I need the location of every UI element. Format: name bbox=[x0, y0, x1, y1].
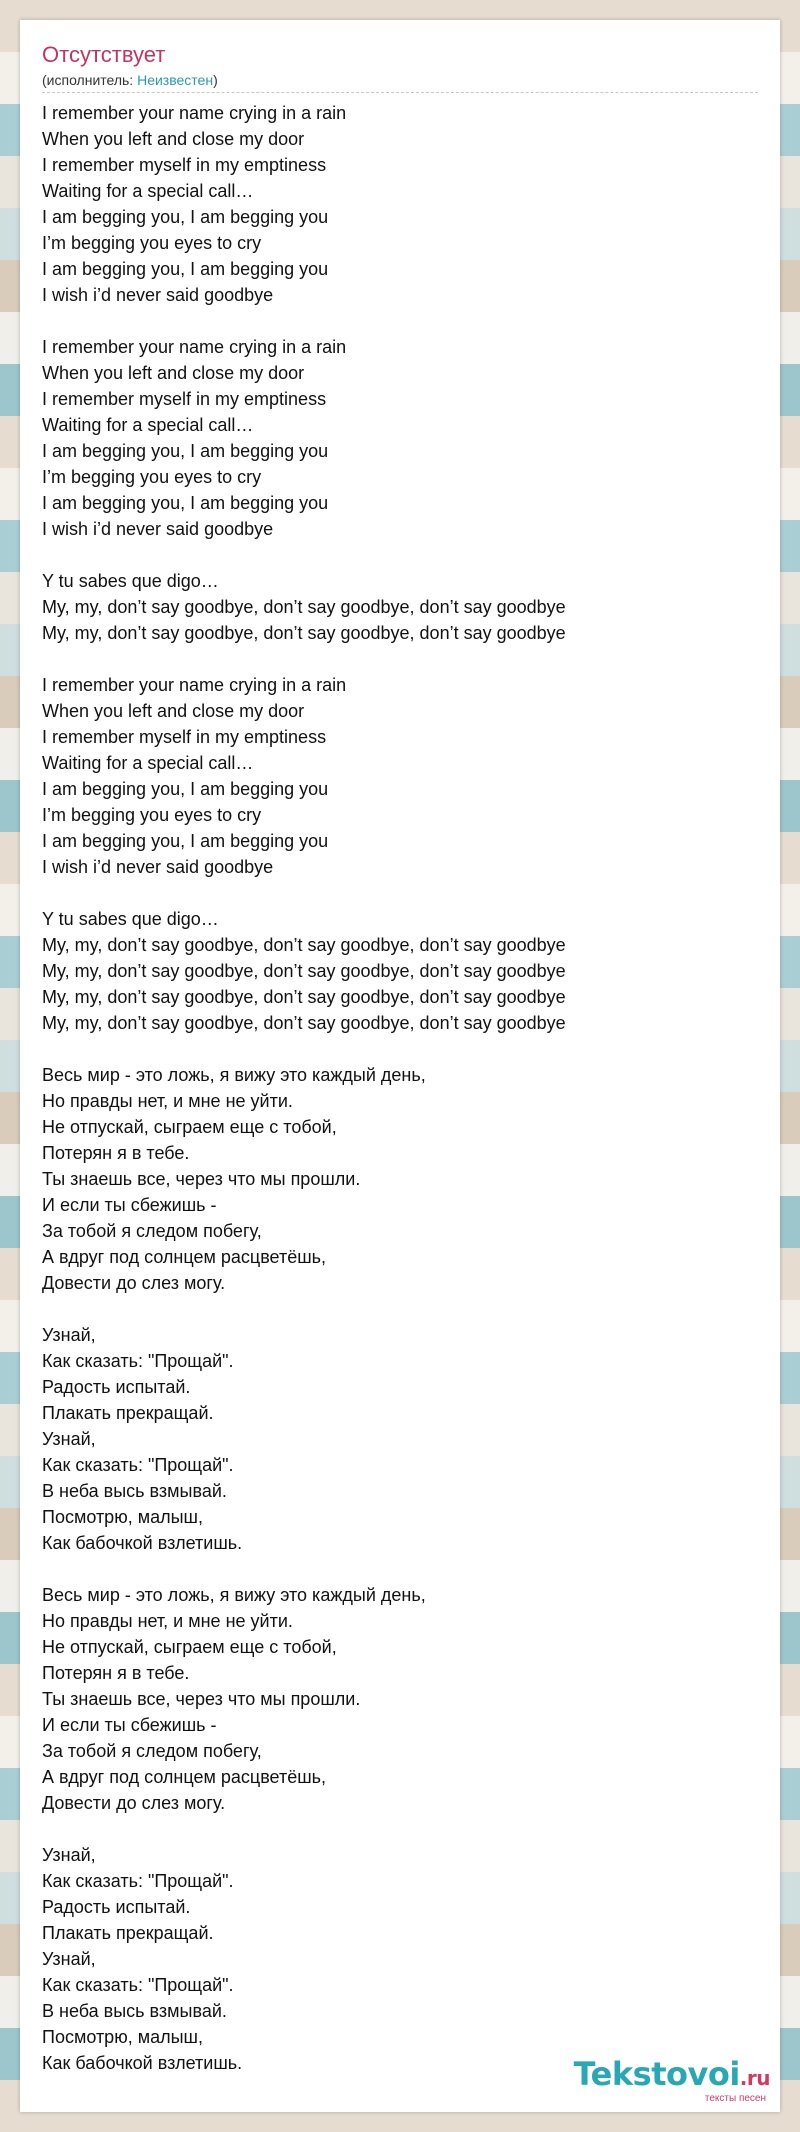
lyric-line: My, my, don’t say goodbye, don’t say goodbye, don’t say goodbye bbox=[42, 935, 566, 955]
lyric-line: I remember myself in my emptiness bbox=[42, 155, 327, 175]
lyric-line: I am begging you, I am begging you bbox=[42, 207, 329, 227]
lyric-line: My, my, don’t say goodbye, don’t say goodbye, don’t say goodbye bbox=[42, 961, 566, 981]
lyric-line: Посмотрю, малыш, bbox=[42, 1507, 203, 1527]
lyric-line: Посмотрю, малыш, bbox=[42, 2027, 203, 2047]
lyrics-card bbox=[20, 20, 780, 2112]
stanza-break bbox=[42, 542, 758, 568]
lyric-line: Ты знаешь все, через что мы прошли. bbox=[42, 1689, 361, 1709]
lyric-line: Радость испытай. bbox=[42, 1377, 191, 1397]
lyric-line: И если ты сбежишь - bbox=[42, 1195, 217, 1215]
stanza-break bbox=[42, 646, 758, 672]
lyric-line: Узнай, bbox=[42, 1325, 96, 1345]
song-title: Отсутствует bbox=[42, 42, 166, 67]
lyric-line: I remember your name crying in a rain bbox=[42, 675, 347, 695]
lyric-line: Узнай, bbox=[42, 1845, 96, 1865]
lyric-line: My, my, don’t say goodbye, don’t say goodbye, don’t say goodbye bbox=[42, 597, 566, 617]
lyric-line: When you left and close my door bbox=[42, 129, 305, 149]
lyric-line: И если ты сбежишь - bbox=[42, 1715, 217, 1735]
lyric-line: Waiting for a special call… bbox=[42, 753, 254, 773]
lyric-line: А вдруг под солнцем расцветёшь, bbox=[42, 1247, 327, 1267]
lyric-line: Y tu sabes que digo… bbox=[42, 571, 219, 591]
lyrics-text bbox=[42, 100, 758, 2076]
stanza-break bbox=[42, 1816, 758, 1842]
lyric-line: Плакать прекращай. bbox=[42, 1923, 214, 1943]
lyric-line: Весь мир - это ложь, я вижу это каждый день, bbox=[42, 1585, 426, 1605]
lyric-line: Как сказать: "Прощай". bbox=[42, 1351, 234, 1371]
lyric-line: Waiting for a special call… bbox=[42, 181, 254, 201]
lyric-line: I remember myself in my emptiness bbox=[42, 727, 327, 747]
stanza-break bbox=[42, 1296, 758, 1322]
lyric-line: Узнай, bbox=[42, 1949, 96, 1969]
lyric-line: I wish i’d never said goodbye bbox=[42, 857, 274, 877]
lyric-line: Весь мир - это ложь, я вижу это каждый день, bbox=[42, 1065, 426, 1085]
site-logo[interactable] bbox=[574, 2057, 770, 2104]
lyric-line: Как сказать: "Прощай". bbox=[42, 1871, 234, 1891]
stanza-break bbox=[42, 880, 758, 906]
lyric-line: Как бабочкой взлетишь. bbox=[42, 1533, 243, 1553]
lyric-line: В неба высь взмывай. bbox=[42, 1481, 227, 1501]
lyric-line: Но правды нет, и мне не уйти. bbox=[42, 1091, 293, 1111]
artist-link[interactable]: Неизвестен bbox=[137, 72, 214, 88]
lyric-line: I am begging you, I am begging you bbox=[42, 779, 329, 799]
lyric-line: I remember myself in my emptiness bbox=[42, 389, 327, 409]
lyric-line: Как сказать: "Прощай". bbox=[42, 1975, 234, 1995]
lyric-line: Потерян я в тебе. bbox=[42, 1143, 190, 1163]
logo-tagline: тексты песен bbox=[704, 2093, 766, 2104]
lyric-line: I’m begging you eyes to cry bbox=[42, 805, 262, 825]
lyric-line: I am begging you, I am begging you bbox=[42, 259, 329, 279]
lyric-line: I remember your name crying in a rain bbox=[42, 337, 347, 357]
lyric-line: Потерян я в тебе. bbox=[42, 1663, 190, 1683]
lyric-line: Как сказать: "Прощай". bbox=[42, 1455, 234, 1475]
lyric-line: Не отпускай, сыграем еще с тобой, bbox=[42, 1117, 337, 1137]
lyric-line: Довести до слез могу. bbox=[42, 1273, 226, 1293]
lyric-line: I remember your name crying in a rain bbox=[42, 103, 347, 123]
lyric-line: Не отпускай, сыграем еще с тобой, bbox=[42, 1637, 337, 1657]
stanza-break bbox=[42, 1036, 758, 1062]
lyric-line: My, my, don’t say goodbye, don’t say goodbye, don’t say goodbye bbox=[42, 987, 566, 1007]
lyric-line: My, my, don’t say goodbye, don’t say goodbye, don’t say goodbye bbox=[42, 623, 566, 643]
lyric-line: I wish i’d never said goodbye bbox=[42, 285, 274, 305]
lyric-line: I am begging you, I am begging you bbox=[42, 493, 329, 513]
lyric-line: Как бабочкой взлетишь. bbox=[42, 2053, 243, 2073]
lyric-line: Но правды нет, и мне не уйти. bbox=[42, 1611, 293, 1631]
lyric-line: Узнай, bbox=[42, 1429, 96, 1449]
artist-prefix: (исполнитель: bbox=[42, 72, 138, 88]
lyric-line: I’m begging you eyes to cry bbox=[42, 233, 262, 253]
logo-name: Tekstovoi bbox=[573, 2055, 740, 2093]
lyric-line: Waiting for a special call… bbox=[42, 415, 254, 435]
lyric-line: I am begging you, I am begging you bbox=[42, 441, 329, 461]
stanza-break bbox=[42, 1556, 758, 1582]
lyric-line: Плакать прекращай. bbox=[42, 1403, 214, 1423]
lyric-line: I’m begging you eyes to cry bbox=[42, 467, 262, 487]
title-divider bbox=[42, 92, 758, 93]
lyric-line: В неба высь взмывай. bbox=[42, 2001, 227, 2021]
artist-suffix: ) bbox=[213, 72, 218, 88]
lyric-line: I am begging you, I am begging you bbox=[42, 831, 329, 851]
lyric-line: Y tu sabes que digo… bbox=[42, 909, 219, 929]
logo-tld: .ru bbox=[739, 2066, 770, 2090]
stanza-break bbox=[42, 308, 758, 334]
lyric-line: За тобой я следом побегу, bbox=[42, 1741, 262, 1761]
lyric-line: Ты знаешь все, через что мы прошли. bbox=[42, 1169, 361, 1189]
lyric-line: My, my, don’t say goodbye, don’t say goodbye, don’t say goodbye bbox=[42, 1013, 566, 1033]
lyric-line: Радость испытай. bbox=[42, 1897, 191, 1917]
lyric-line: When you left and close my door bbox=[42, 363, 305, 383]
lyric-line: When you left and close my door bbox=[42, 701, 305, 721]
lyric-line: А вдруг под солнцем расцветёшь, bbox=[42, 1767, 327, 1787]
lyric-line: I wish i’d never said goodbye bbox=[42, 519, 274, 539]
artist-line bbox=[42, 72, 218, 88]
lyric-line: За тобой я следом побегу, bbox=[42, 1221, 262, 1241]
lyric-line: Довести до слез могу. bbox=[42, 1793, 226, 1813]
